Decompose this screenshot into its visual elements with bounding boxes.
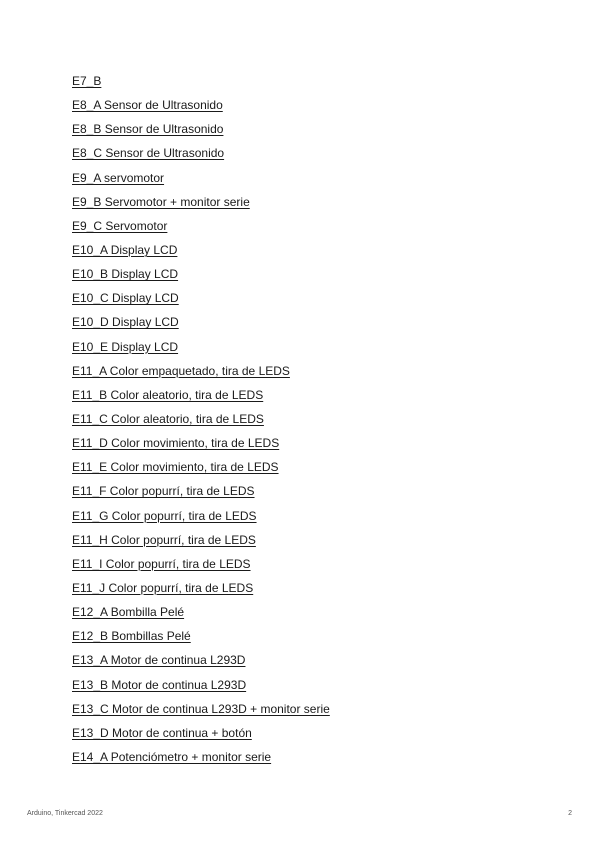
toc-link-e13-b[interactable]: E13_B Motor de continua L293D <box>72 677 247 692</box>
toc-item <box>72 194 330 218</box>
footer-text: Arduino, Tinkercad 2022 <box>27 810 103 817</box>
toc-link-e8-c[interactable]: E8_C Sensor de Ultrasonido <box>72 146 225 161</box>
toc-item <box>72 411 330 435</box>
toc-item <box>72 580 330 604</box>
toc-link-e12-a[interactable]: E12_A Bombilla Pelé <box>72 605 185 620</box>
page-footer <box>27 810 572 817</box>
toc-item <box>72 749 330 773</box>
toc-link-e11-d[interactable]: E11_D Color movimiento, tira de LEDS <box>72 436 280 451</box>
toc-item <box>72 145 330 169</box>
toc-item <box>72 170 330 194</box>
toc-link-e10-d[interactable]: E10_D Display LCD <box>72 315 179 330</box>
toc-item <box>72 435 330 459</box>
toc-item <box>72 290 330 314</box>
toc-item <box>72 652 330 676</box>
toc-link-e11-e[interactable]: E11_E Color movimiento, tira de LEDS <box>72 460 279 475</box>
toc-link-e13-d[interactable]: E13_D Motor de continua + botón <box>72 725 252 740</box>
toc-item <box>72 725 330 749</box>
toc-item <box>72 97 330 121</box>
toc-link-e11-g[interactable]: E11_G Color popurrí, tira de LEDS <box>72 508 257 523</box>
toc-item <box>72 363 330 387</box>
toc-link-e13-c[interactable]: E13_C Motor de continua L293D + monitor serie <box>72 701 330 716</box>
toc-link-e9-b[interactable]: E9_B Servomotor + monitor serie <box>72 194 250 209</box>
toc-item <box>72 266 330 290</box>
toc-link-e8-b[interactable]: E8_B Sensor de Ultrasonido <box>72 122 224 137</box>
toc-link-e9-c[interactable]: E9_C Servomotor <box>72 218 168 233</box>
toc-item <box>72 701 330 725</box>
toc-item <box>72 508 330 532</box>
toc-item <box>72 628 330 652</box>
toc-item <box>72 483 330 507</box>
toc-item <box>72 387 330 411</box>
toc-item <box>72 339 330 363</box>
toc-link-e11-a[interactable]: E11_A Color empaquetado, tira de LEDS <box>72 363 290 378</box>
toc-link-e11-c[interactable]: E11_C Color aleatorio, tira de LEDS <box>72 411 264 426</box>
toc-link-e10-e[interactable]: E10_E Display LCD <box>72 339 179 354</box>
toc-link-e10-a[interactable]: E10_A Display LCD <box>72 242 178 257</box>
toc-item <box>72 556 330 580</box>
toc-link-e14-a[interactable]: E14_A Potenciómetro + monitor serie <box>72 749 272 764</box>
toc-item <box>72 242 330 266</box>
toc-link-e13-a[interactable]: E13_A Motor de continua L293D <box>72 653 246 668</box>
toc-item <box>72 459 330 483</box>
toc-link-e8-a[interactable]: E8_A Sensor de Ultrasonido <box>72 98 223 113</box>
toc-item <box>72 677 330 701</box>
toc-item <box>72 604 330 628</box>
toc-link-e10-b[interactable]: E10_B Display LCD <box>72 267 179 282</box>
toc-item <box>72 73 330 97</box>
toc-item <box>72 532 330 556</box>
toc-link-e10-c[interactable]: E10_C Display LCD <box>72 291 179 306</box>
toc-link-e11-b[interactable]: E11_B Color aleatorio, tira de LEDS <box>72 387 264 402</box>
toc-link-e9-a[interactable]: E9_A servomotor <box>72 170 165 185</box>
toc-link-e11-i[interactable]: E11_I Color popurrí, tira de LEDS <box>72 556 251 571</box>
page-number: 2 <box>568 810 572 817</box>
toc-link-e11-h[interactable]: E11_H Color popurrí, tira de LEDS <box>72 532 256 547</box>
toc-link-e11-f[interactable]: E11_F Color popurrí, tira de LEDS <box>72 484 255 499</box>
toc-link-e12-b[interactable]: E12_B Bombillas Pelé <box>72 629 191 644</box>
toc-item <box>72 218 330 242</box>
toc-link-e7-b[interactable]: E7_B <box>72 74 102 88</box>
toc-link-e11-j[interactable]: E11_J Color popurrí, tira de LEDS <box>72 580 254 595</box>
toc-item <box>72 121 330 145</box>
table-of-contents <box>72 73 330 773</box>
toc-item <box>72 314 330 338</box>
